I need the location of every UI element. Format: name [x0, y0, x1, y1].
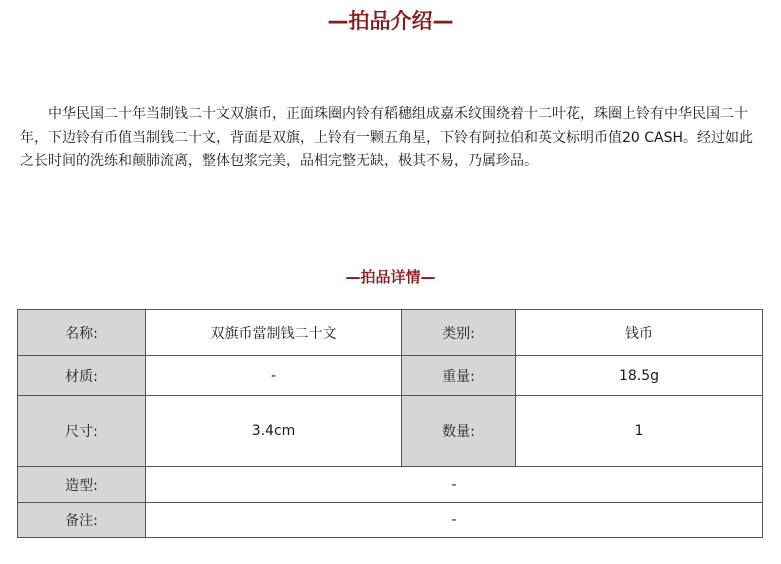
name-label: 名称: — [18, 310, 146, 356]
remarks-label: 备注: — [18, 503, 146, 538]
size-label: 尺寸: — [18, 396, 146, 467]
category-value: 钱币 — [516, 310, 763, 356]
table-row-remarks — [18, 503, 763, 538]
details-table — [17, 309, 763, 538]
quantity-label: 数量: — [402, 396, 516, 467]
details-title: —拍品详情— — [345, 268, 436, 286]
intro-title: —拍品介绍— — [327, 9, 454, 33]
weight-label: 重量: — [402, 356, 516, 396]
shape-label: 造型: — [18, 467, 146, 503]
intro-description: 中华民国二十年当制钱二十文双旗币，正面珠圈内铃有稻穗组成嘉禾纹围绕着十二叶花，珠圈上铃有中华民国二十年，下边铃有币值当制钱二十文，背面是双旗，上铃有一颗五角星，下铃有阿拉伯和英文标明币值20 CASH。经过如此之长时间的洗练和颠肺流离，整体包浆完美，品相完整无缺，极其不易，乃属珍品。 — [20, 106, 754, 169]
size-value: 3.4cm — [146, 396, 402, 467]
table-row-name — [18, 310, 763, 356]
quantity-value: 1 — [516, 396, 763, 467]
shape-value: - — [146, 467, 763, 503]
material-label: 材质: — [18, 356, 146, 396]
table-row-size — [18, 396, 763, 467]
table-row-shape — [18, 467, 763, 503]
material-value: - — [146, 356, 402, 396]
category-label: 类别: — [402, 310, 516, 356]
remarks-value: - — [146, 503, 763, 538]
name-value: 双旗币當制钱二十文 — [146, 310, 402, 356]
table-row-material — [18, 356, 763, 396]
weight-value: 18.5g — [516, 356, 763, 396]
